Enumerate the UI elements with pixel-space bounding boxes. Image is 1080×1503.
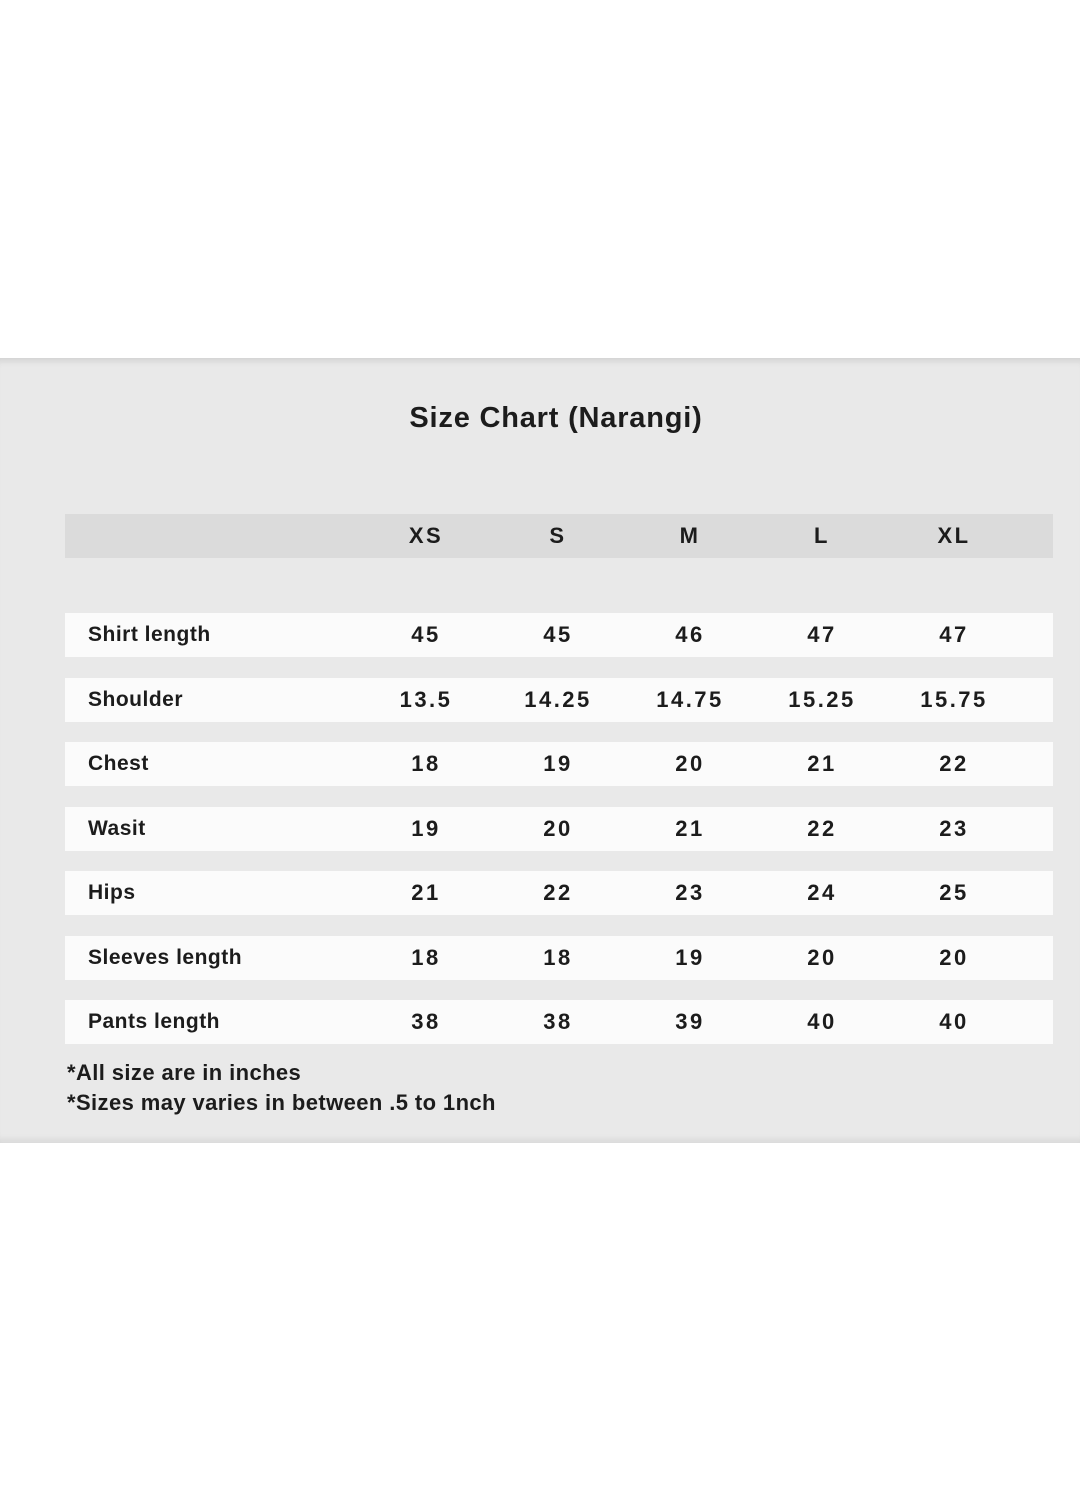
- row-label: Pants length: [88, 1010, 221, 1033]
- cell-value: 20: [543, 815, 573, 841]
- row-label: Sleeves length: [88, 945, 243, 969]
- cell-value: 23: [939, 815, 969, 841]
- row-label: Wasit: [88, 816, 146, 840]
- cell-value: 38: [543, 1009, 573, 1034]
- cell-value: 15.25: [788, 686, 856, 712]
- table-row: [65, 742, 1053, 786]
- cell-value: 39: [675, 1009, 705, 1034]
- table-row: [65, 936, 1053, 980]
- cell-value: 20: [675, 751, 705, 776]
- column-header-m: M: [679, 523, 701, 548]
- column-header-xl: XL: [937, 523, 971, 548]
- table-row: [65, 871, 1053, 915]
- cell-value: 45: [411, 622, 441, 647]
- table-row: [65, 1000, 1053, 1044]
- cell-value: 19: [543, 751, 573, 776]
- column-header-l: L: [814, 523, 830, 548]
- size-chart-panel: [0, 358, 1080, 1143]
- row-label: Shirt length: [88, 623, 211, 646]
- cell-value: 21: [807, 751, 837, 776]
- cell-value: 13.5: [399, 686, 453, 712]
- cell-value: 21: [675, 815, 705, 841]
- footnotes: [67, 1058, 496, 1118]
- column-header-xs: XS: [408, 523, 444, 548]
- cell-value: 38: [411, 1009, 441, 1034]
- cell-value: 14.25: [524, 686, 592, 712]
- cell-value: 47: [807, 622, 837, 647]
- cell-value: 20: [939, 944, 969, 970]
- row-label: Hips: [88, 881, 136, 904]
- row-label: Chest: [88, 752, 149, 775]
- row-label: Shoulder: [88, 687, 184, 711]
- footnote-variance: *Sizes may varies in between .5 to 1nch: [67, 1090, 496, 1115]
- cell-value: 23: [675, 880, 705, 905]
- cell-value: 19: [411, 815, 441, 841]
- cell-value: 19: [675, 944, 705, 970]
- cell-value: 46: [675, 622, 705, 647]
- footnote-units: *All size are in inches: [67, 1060, 302, 1085]
- cell-value: 20: [807, 944, 837, 970]
- cell-value: 21: [411, 880, 441, 905]
- cell-value: 45: [543, 622, 573, 647]
- size-table: [65, 514, 1053, 1065]
- table-row: [65, 613, 1053, 657]
- cell-value: 15.75: [920, 686, 988, 712]
- cell-value: 25: [939, 880, 969, 905]
- size-chart-title: Size Chart (Narangi): [409, 402, 703, 434]
- table-body: [65, 613, 1053, 1044]
- cell-value: 47: [939, 622, 969, 647]
- cell-value: 24: [807, 880, 837, 905]
- cell-value: 22: [807, 815, 837, 841]
- cell-value: 40: [807, 1009, 837, 1034]
- cell-value: 22: [939, 751, 969, 776]
- table-row: [65, 678, 1053, 722]
- cell-value: 14.75: [656, 686, 724, 712]
- column-header-s: S: [549, 523, 567, 548]
- table-row: [65, 807, 1053, 851]
- cell-value: 22: [543, 880, 573, 905]
- cell-value: 40: [939, 1009, 969, 1034]
- table-header-row: [65, 514, 1053, 558]
- cell-value: 18: [411, 944, 441, 970]
- cell-value: 18: [411, 751, 441, 776]
- cell-value: 18: [543, 944, 573, 970]
